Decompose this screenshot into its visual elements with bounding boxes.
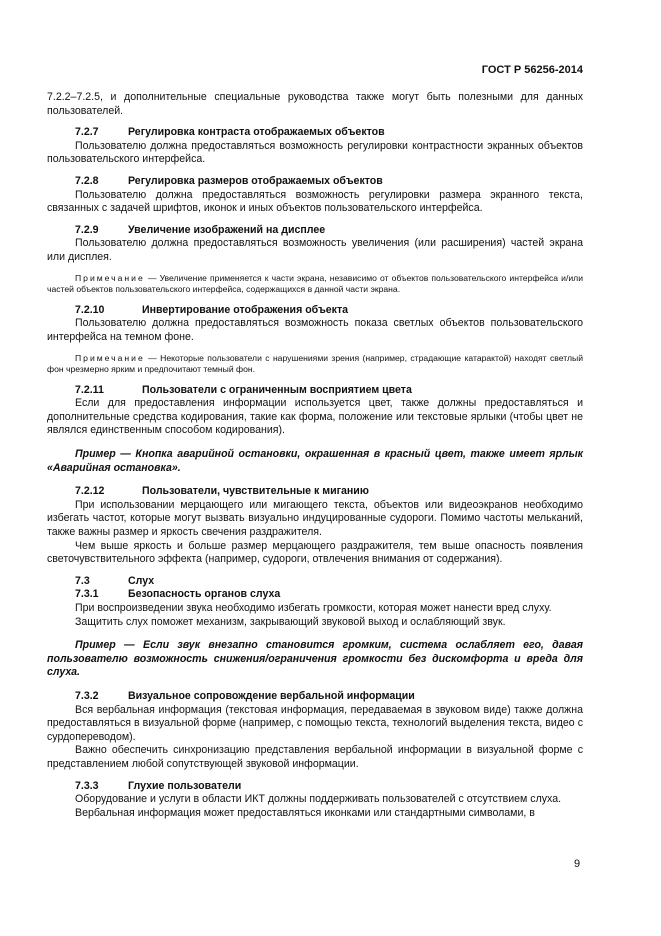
section-number: 7.3.2 [75, 689, 99, 702]
section-number: 7.3 [75, 574, 90, 587]
note-text: — Некоторые пользователи с нарушениями зрения (например, страдающие катарактой) находят светлый фон чрезмерно ярким и предпочитают темный фон. [47, 352, 583, 375]
heading-7-2-10 [47, 304, 583, 318]
example: Пример — Если звук внезапно становится громким, система ослабляет его, давая пользователю возможность снижения/ограничения громкости без дискомфорта и вреда для слуха. [47, 639, 583, 679]
heading-7-3-2 [47, 690, 583, 704]
paragraph: Если для предоставления информации используется цвет, также должны предоставляться и дополнительные средства кодирования, такие как форма, положение или текстовые ярлыки (чтобы цвет не являлся единственным способом кодирования). [47, 397, 583, 437]
paragraph: Пользователю должна предоставляться возможность показа светлых объектов пользовательского интерфейса на темном фоне. [47, 317, 583, 343]
heading-7-2-7 [47, 126, 583, 140]
section-number: 7.2.10 [75, 303, 105, 316]
section-title: Пользователи, чувствительные к миганию [142, 485, 369, 498]
paragraph: Вербальная информация может предоставляться иконками или стандартными символами, в [75, 806, 535, 819]
note-label: Примечание [75, 272, 145, 283]
note-label: Примечание [75, 352, 145, 363]
section-title: Глухие пользователи [128, 779, 242, 792]
paragraph: Пользователю должна предоставляться возможность регулировки размера экранного текста, связанных с задачей шрифтов, иконок и иных объектов пользовательского интерфейса. [47, 188, 583, 215]
note [47, 273, 583, 296]
section-number: 7.2.12 [75, 485, 105, 498]
heading-7-3 [47, 575, 583, 589]
document-id: ГОСТ Р 56256-2014 [481, 64, 583, 76]
paragraph: Важно обеспечить синхронизацию представления вербальной информации в визуальной форме с представлением любой сопутствующей звуковой информации. [47, 744, 583, 770]
section-number: 7.3.3 [75, 779, 99, 792]
section-title: Безопасность органов слуха [128, 588, 281, 601]
section-number: 7.2.8 [75, 174, 99, 187]
section-number: 7.3.1 [75, 588, 99, 601]
section-number: 7.2.7 [75, 126, 99, 139]
paragraph: Защитить слух поможет механизм, закрывающий звуковой выход и ослабляющий звук. [75, 615, 506, 628]
heading-7-2-12 [47, 485, 583, 499]
paragraph: Оборудование и услуги в области ИКТ должны поддерживать пользователей с отсутствием слуха. [75, 793, 562, 806]
section-title: Регулировка контраста отображаемых объектов [128, 126, 385, 139]
page-number: 9 [574, 858, 581, 870]
section-title: Инвертирование отображения объекта [142, 303, 349, 316]
paragraph: Вся вербальная информация (текстовая информация, передаваемая в звуковом виде) также должна предоставляться в визуальной форме (например, с помощью текста, технологий выделения текста, видео с сурдопереводом). [47, 703, 583, 743]
paragraph: При использовании мерцающего или мигающего текста, объектов или видеоэкранов необходимо избегать частот, которые могут вызвать визуально индуцированные судороги. Помимо частоты мельканий, также важны размер и яркость свечения раздражителя. [47, 498, 583, 539]
section-title: Увеличение изображений на дисплее [128, 223, 326, 236]
heading-7-3-1 [47, 588, 583, 602]
paragraph: Пользователю должна предоставляться возможность регулировки контрастности экранных объектов пользовательского интерфейса. [47, 139, 583, 166]
page-body [47, 91, 583, 820]
paragraph: Пользователю должна предоставляться возможность увеличения (или расширения) частей экрана или дисплея. [47, 237, 583, 263]
heading-7-2-11 [47, 384, 583, 398]
section-title: Слух [128, 574, 155, 587]
example: Пример — Кнопка аварийной остановки, окрашенная в красный цвет, также имеет ярлык «Аварийная остановка». [47, 448, 583, 474]
section-number: 7.2.9 [75, 223, 99, 236]
heading-7-2-9 [47, 224, 583, 238]
heading-7-2-8 [47, 175, 583, 189]
note [47, 353, 583, 376]
section-number: 7.2.11 [75, 383, 104, 396]
intro-paragraph: 7.2.2–7.2.5, и дополнительные специальные руководства также могут быть полезными для данных пользователей. [47, 91, 583, 117]
paragraph: Чем выше яркость и больше размер мерцающего раздражителя, тем выше опасность появления светочувствительного эффекта (например, судороги, отвлечения внимания от содержания). [47, 539, 583, 566]
section-title: Пользователи с ограниченным восприятием цвета [142, 383, 412, 396]
note-text: — Увеличение применяется к части экрана, независимо от объектов пользовательского интерфейса и/или частей объектов пользовательского интерфейса, содержащихся в данной части экрана. [47, 272, 583, 295]
section-title: Визуальное сопровождение вербальной информации [128, 689, 415, 702]
heading-7-3-3 [47, 780, 583, 794]
paragraph: При воспроизведении звука необходимо избегать громкости, которая может нанести вред слуху. [75, 602, 552, 614]
section-title: Регулировка размеров отображаемых объектов [128, 174, 383, 187]
